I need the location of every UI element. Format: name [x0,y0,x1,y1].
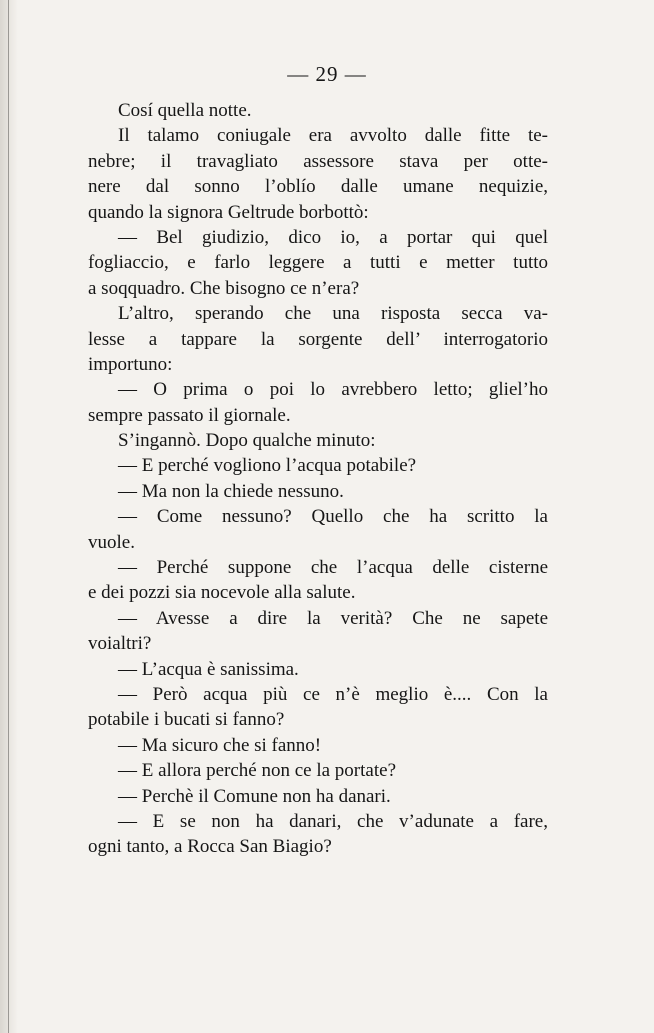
text-line: — Bel giudizio, dico io, a portar qui quel [118,226,548,248]
page-number: — 29 — [287,62,367,86]
text-line: ogni tanto, a Rocca San Biagio? [88,836,332,858]
text-line: — O prima o poi lo avrebbero letto; gliel’ho [118,379,548,401]
text-line: e dei pozzi sia nocevole alla salute. [88,582,356,604]
text-line: — Perché suppone che l’acqua delle cisterne [118,557,548,579]
text-line: a soqquadro. Che bisogno ce n’era? [88,277,360,299]
text-line: nere dal sonno l’oblío dalle umane nequizie, [88,176,548,198]
text-line: Cosí quella notte. [118,100,252,121]
text-line: — Avesse a dire la verità? Che ne sapete [118,607,548,629]
text-line: importuno: [88,353,173,375]
page-binding-edge [0,0,18,1033]
text-line: — L’acqua è sanissima. [118,658,299,680]
text-line: — Perchè il Comune non ha danari. [118,785,391,807]
text-line: nebre; il travagliato assessore stava per otte- [88,150,548,172]
text-line: potabile i bucati si fanno? [88,709,285,731]
text-line: Il talamo coniugale era avvolto dalle fitte te- [118,125,548,147]
text-line: — E perché vogliono l’acqua potabile? [118,455,417,477]
text-line: L’altro, sperando che una risposta secca va- [118,303,548,325]
text-line: — E allora perché non ce la portate? [118,760,396,782]
text-line: — Però acqua più ce n’è meglio è.... Con la [118,683,548,705]
text-line: S’ingannò. Dopo qualche minuto: [118,430,376,452]
text-line: vuole. [88,531,135,553]
page-binding-line [8,0,9,1033]
text-line: — Come nessuno? Quello che ha scritto la [118,506,548,528]
text-line: fogliaccio, e farlo leggere a tutti e metter tutto [88,252,548,274]
text-line: voialtri? [88,633,152,655]
text-line: quando la signora Geltrude borbottò: [88,201,369,223]
text-line: — Ma sicuro che si fanno! [118,734,322,756]
text-line: sempre passato il giornale. [88,404,291,426]
body-text [88,98,548,860]
text-line: — Ma non la chiede nessuno. [118,480,344,502]
text-line: — E se non ha danari, che v’adunate a fare, [118,810,548,832]
text-line: lesse a tappare la sorgente dell’ interrogatorio [88,328,548,350]
